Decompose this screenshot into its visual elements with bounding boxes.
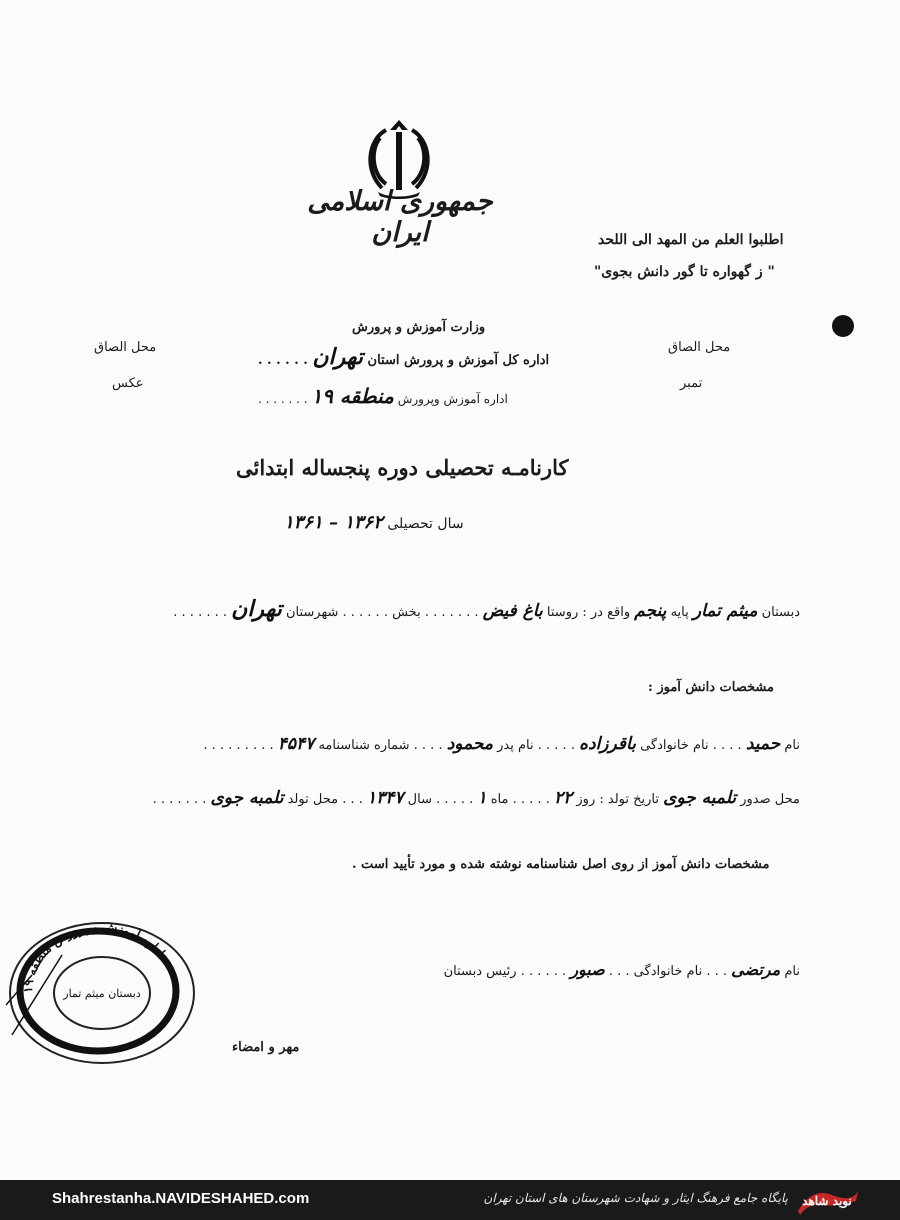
district-label: بخش <box>392 605 421 620</box>
province-office-line <box>258 344 549 370</box>
dotted-line: . . . . . . . <box>173 605 228 620</box>
academic-year-value: ۱۳۶۲ – ۱۳۶۱ <box>284 512 383 533</box>
footer-site-link[interactable]: Shahrestanha.NAVIDESHAHED.com <box>52 1190 310 1207</box>
photo-area-sublabel: عکس <box>112 376 144 391</box>
student-name-value: حمید <box>745 734 781 754</box>
seal-inner-text: دبستان میثم تمار <box>63 987 141 1000</box>
birth-month-value: ۱ <box>477 788 487 808</box>
ministry-name: وزارت آموزش و پرورش <box>352 320 486 335</box>
hadith-text: اطلبوا العلم من المهد الی اللحد <box>598 232 784 248</box>
dotted-line: . . . . . . . <box>424 605 479 620</box>
proverb-text: " ز گهواره تا گور دانش بجوی" <box>594 264 775 280</box>
dotted-line: . . . . <box>413 738 443 753</box>
school-value: میثم تمار <box>692 601 758 621</box>
dotted-line: . . . . . . <box>520 964 567 979</box>
verification-note: مشخصات دانش آموز از روی اصل شناسنامه نوشته شده و مورد تأیید است . <box>352 857 770 872</box>
city-label: شهرستان <box>285 605 339 620</box>
dotted-line: . . . . . . . <box>258 392 308 406</box>
birth-place-label: محل تولد <box>287 792 339 807</box>
district-office-line <box>258 384 508 408</box>
dotted-line: . . . . <box>712 738 742 753</box>
academic-year-label: سال تحصیلی <box>387 516 464 532</box>
birth-year-value: ۱۳۴۷ <box>367 788 404 808</box>
document-title: کارنامـه تحصیلی دوره پنجساله ابتدائی <box>236 455 569 480</box>
photo-area-label: محل الصاق <box>94 340 157 355</box>
dotted-line: . . . . . . . <box>152 792 207 807</box>
dotted-line: . . . <box>706 964 728 979</box>
father-label: نام پدر <box>497 738 534 753</box>
dotted-line: . . . . . <box>512 792 550 807</box>
footer-bar <box>0 1180 900 1220</box>
id-value: ۴۵۴۷ <box>277 734 315 754</box>
province-value: تهران <box>312 344 363 370</box>
footer-description: پایگاه جامع فرهنگ ایثار و شهادت شهرستان های استان تهران <box>483 1191 788 1205</box>
principal-name-label: نام <box>784 964 800 979</box>
stamp-area-sublabel: تمبر <box>680 376 703 391</box>
student-name-line <box>10 734 800 754</box>
ink-mark <box>832 315 854 337</box>
school-seal <box>2 915 200 1070</box>
seal-outer-text: اداره آموزش و پرورش منطقه ۱۹ <box>20 919 168 994</box>
village-value: باغ فیض <box>482 601 543 621</box>
dotted-line: . . . . . <box>537 738 575 753</box>
id-label: شماره شناسنامه <box>318 738 410 753</box>
district-office-label: اداره آموزش وپرورش <box>397 392 508 406</box>
principal-family-value: صبور <box>570 960 605 979</box>
district-value: منطقه ۱۹ <box>311 384 394 408</box>
province-office-label: اداره کل آموزش و پرورش استان <box>367 353 550 368</box>
country-title: جمهوری اسلامی ایران <box>307 186 493 248</box>
principal-line <box>180 960 800 979</box>
grade-value: پنجم <box>634 601 667 621</box>
logo-text: نوید شاهد <box>802 1194 852 1208</box>
birth-day-value: ۲۲ <box>553 788 573 808</box>
school-label: دبستان <box>761 605 800 620</box>
city-value: تهران <box>231 596 282 622</box>
principal-name-value: مرتضی <box>731 960 781 979</box>
student-name-label: نام <box>784 738 800 753</box>
principal-family-label: نام خانوادگی <box>633 964 703 979</box>
dotted-line: . . . . . . <box>258 353 308 368</box>
academic-year-line <box>284 512 464 533</box>
stamp-area-label: محل الصاق <box>668 340 731 355</box>
family-value: باقرزاده <box>579 734 636 754</box>
dotted-line: . . . . . . . . . <box>203 738 274 753</box>
issue-place-label: محل صدور <box>740 792 800 807</box>
family-label: نام خانوادگی <box>640 738 709 753</box>
father-value: محمود <box>446 734 493 754</box>
located-label: واقع در : روستا <box>546 605 631 620</box>
school-line <box>10 596 800 622</box>
year-label: سال <box>407 792 432 807</box>
principal-role-label: رئیس دبستان <box>443 964 517 979</box>
birth-info-line <box>10 788 800 808</box>
signature-label: مهر و امضاء <box>232 1040 300 1055</box>
student-section-title: مشخصات دانش آموز : <box>648 680 774 695</box>
navideshahed-logo-icon[interactable] <box>792 1181 862 1219</box>
dotted-line: . . . . . <box>436 792 474 807</box>
month-label: ماه <box>490 792 509 807</box>
grade-label: پایه <box>670 605 689 620</box>
issue-place-value: تلمبه جوی <box>663 788 737 808</box>
dotted-line: . . . . . . <box>342 605 388 620</box>
dotted-line: . . . <box>342 792 363 807</box>
birth-date-label: تاریخ تولد : روز <box>576 792 659 807</box>
dotted-line: . . . <box>608 964 630 979</box>
birth-place-value: تلمبه جوی <box>210 788 284 808</box>
